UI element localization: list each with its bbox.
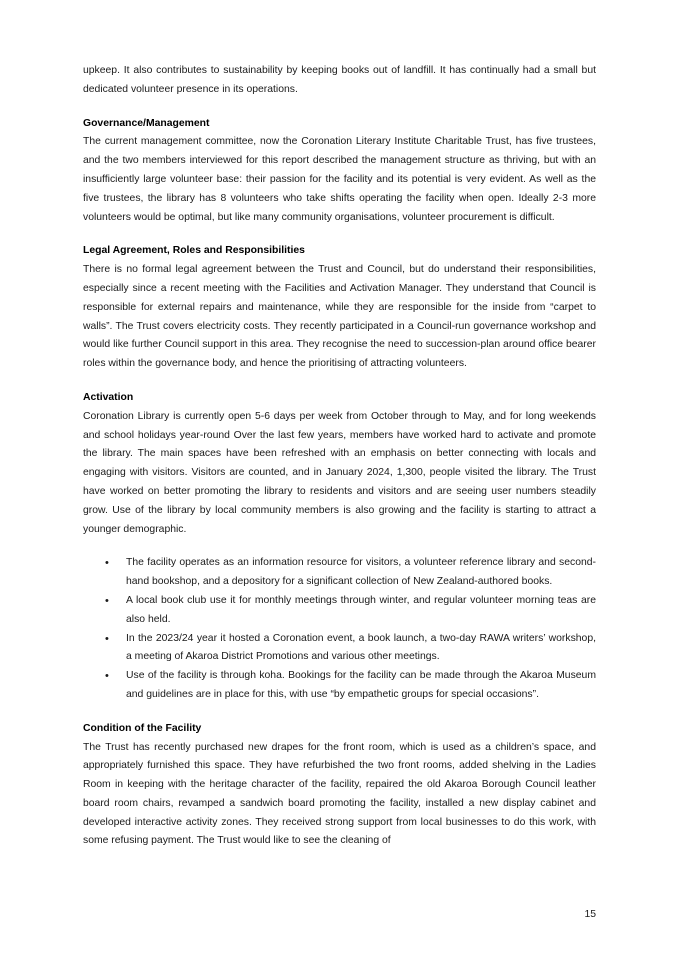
spacer [83, 227, 596, 242]
spacer [83, 705, 596, 720]
paragraph-governance-management: The current management committee, now the Coronation Literary Institute Charitable Trust, has five trustees, and the two members interviewed for this report described the management structure as thriving, but with an insufficiently large volunteer base: their passion for the facility and its potential is very evident. As well as the five trustees, the library has 8 volunteers who take shifts operating the facility when open. Ideally 2-3 more volunteers would be optimal, but like many community organisations, volunteer procurement is difficult. [83, 136, 596, 223]
page-number: 15 [584, 909, 596, 920]
list-item-text: Use of the facility is through koha. Bookings for the facility can be made through the Akaroa Museum and guidelines are in place for this, with use “by empathetic groups for special occasions”. [126, 670, 596, 700]
bullet-list-activation [83, 554, 596, 704]
list-item-text: The facility operates as an information resource for visitors, a volunteer reference library and second-hand bookshop, and a depository for a significant collection of New Zealand-authored books. [126, 557, 596, 588]
list-item [83, 554, 596, 592]
list-item-text: In the 2023/24 year it hosted a Coronation event, a book launch, a two-day RAWA writers’ workshop, a meeting of Akaroa District Promotions and various other meetings. [126, 632, 596, 663]
paragraph-upkeep: upkeep. It also contributes to sustainability by keeping books out of landfill. It has continually had a small but dedicated volunteer presence in its operations. [83, 65, 596, 95]
spacer [83, 100, 596, 115]
heading-governance-management: Governance/Management [83, 117, 210, 129]
paragraph-condition-of-facility: The Trust has recently purchased new drapes for the front room, which is used as a children’s space, and appropriately furnished this space. They have refurbished the two front rooms, added shelving in the Ladies Room in keeping with the heritage character of the facility, repaired the old Akaroa Borough Council leather board room chairs, revamped a sandwich board promoting the facility, installed a new display cabinet and developed interactive activity zones. They received strong support from local businesses to do this work, with some refusing payment. The Trust would like to see the cleaning of [83, 741, 596, 847]
bullet-glyph-icon: • [105, 594, 109, 607]
list-item [83, 592, 596, 630]
page-body [83, 62, 596, 851]
heading-condition-of-facility: Condition of the Facility [83, 722, 202, 734]
list-item-text: A local book club use it for monthly meetings through winter, and regular volunteer morning teas are also held. [126, 594, 596, 625]
paragraph-legal-agreement: There is no formal legal agreement between the Trust and Council, but do understand their responsibilities, especially since a recent meeting with the Facilities and Activation Manager. They understand that Council is responsible for external repairs and maintenance, while they are responsible for the inside from “carpet to walls”. The Trust covers electricity costs. They recently participated in a Council-run governance workshop and would like further Council support in this area. They recognise the need to succession-plan around office bearer roles within the governance body, and hence the prioritising of attracting volunteers. [83, 264, 596, 370]
heading-legal-agreement: Legal Agreement, Roles and Responsibilities [83, 245, 305, 257]
bullet-glyph-icon: • [105, 632, 109, 645]
spacer [83, 374, 596, 389]
bullet-glyph-icon: • [105, 557, 109, 570]
heading-activation: Activation [83, 391, 134, 403]
bullet-glyph-icon: • [105, 670, 109, 683]
list-item [83, 667, 596, 705]
list-item [83, 630, 596, 668]
paragraph-activation: Coronation Library is currently open 5-6 days per week from October through to May, and for long weekends and school holidays year-round Over the last few years, members have worked hard to activate and promote the library. The main spaces have been refreshed with an emphasis on better connecting with locals and engaging with visitors. Visitors are counted, and in January 2024, 1,300, people visited the library. The Trust have worked on better promoting the library to residents and visitors and are seeing user numbers steadily grow. Use of the library by local community members is also growing and the facility is starting to attract a younger demographic. [83, 410, 596, 535]
spacer [83, 539, 596, 554]
